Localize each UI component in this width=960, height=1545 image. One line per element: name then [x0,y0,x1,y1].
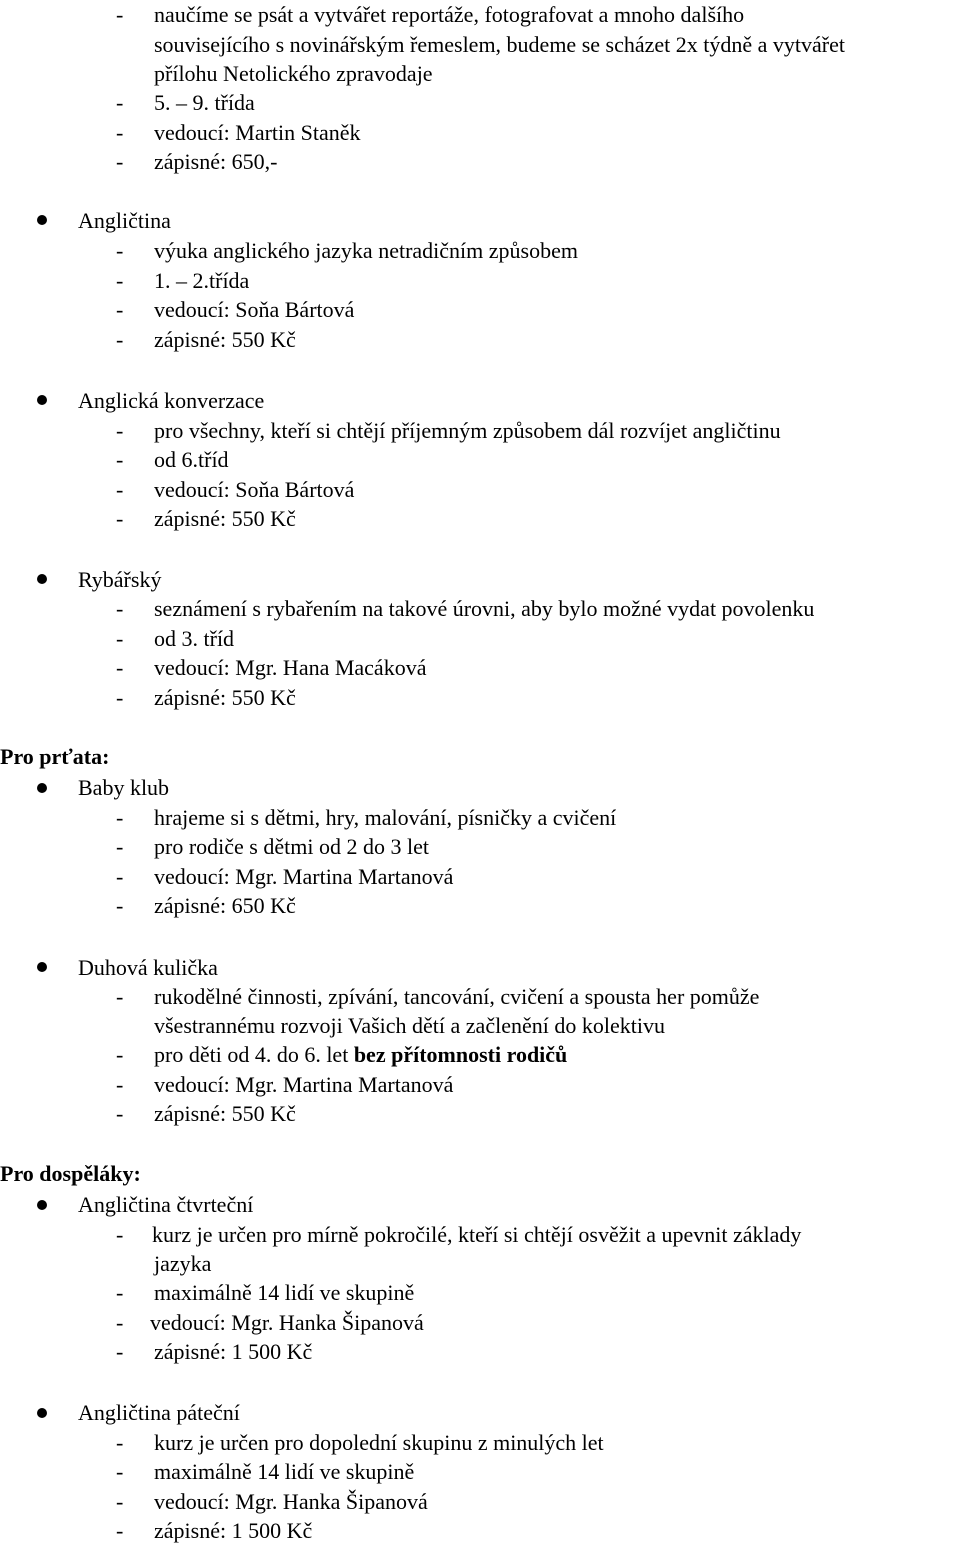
dash-marker: - [116,1072,124,1097]
club-title: Anglická konverzace [78,388,265,413]
club-item: seznámení s rybařením na takové úrovni, aby bylo možné vydat povolenku [154,596,815,621]
club-item: kurz je určen pro mírně pokročilé, kteří si chtějí osvěžit a upevnit základy [152,1222,802,1247]
dash-marker: - [116,90,124,115]
club-item: maximálně 14 lidí ve skupině [154,1459,415,1484]
intro-item: vedoucí: Martin Staněk [154,120,361,145]
club-item: zápisné: 650 Kč [154,893,296,918]
dash-marker: - [116,1339,124,1364]
club-item: 1. – 2.třída [154,268,250,293]
dash-marker: - [116,685,124,710]
club-item: rukodělné činnosti, zpívání, tancování, cvičení a spousta her pomůže [154,984,760,1009]
dash-marker: - [116,893,124,918]
bullet-icon [37,1200,47,1210]
dash-marker: - [116,327,124,352]
club-item: pro rodiče s dětmi od 2 do 3 let [154,834,429,859]
club-title: Rybářský [78,567,162,592]
dash-marker: - [116,1280,124,1305]
club-item-emphasis: bez přítomnosti rodičů [353,1042,568,1067]
club-title: Angličtina [78,208,171,233]
bullet-icon [37,783,47,793]
dash-marker: - [116,596,124,621]
dash-marker: - [116,805,124,830]
club-item: od 3. tříd [154,626,235,651]
dash-marker: - [116,1222,124,1247]
club-item: zápisné: 1 500 Kč [154,1339,313,1364]
dash-marker: - [116,864,124,889]
dash-marker: - [116,1430,124,1455]
dash-marker: - [116,120,124,145]
club-item: vedoucí: Soňa Bártová [154,297,355,322]
intro-item: 5. – 9. třída [154,90,255,115]
dash-marker: - [116,1518,124,1543]
club-title: Duhová kulička [78,955,218,980]
club-item-text: pro děti od 4. do 6. let [154,1042,354,1067]
intro-item: zápisné: 650,- [154,149,278,174]
section-heading-kids: Pro prťata: [0,744,110,769]
dash-marker: - [116,149,124,174]
bullet-icon [37,215,47,225]
club-item: zápisné: 550 Kč [154,327,296,352]
dash-marker: - [116,1459,124,1484]
club-title: Angličtina páteční [78,1400,240,1425]
dash-marker: - [116,2,124,27]
dash-marker: - [116,1042,124,1067]
dash-marker: - [116,1489,124,1514]
bullet-icon [37,962,47,972]
club-item: vedoucí: Mgr. Hanka Šipanová [154,1489,428,1514]
club-item: zápisné: 550 Kč [154,685,296,710]
club-item: vedoucí: Soňa Bártová [154,477,355,502]
club-item: pro všechny, kteří si chtějí příjemným způsobem dál rozvíjet angličtinu [154,418,781,443]
club-item: vedoucí: Mgr. Martina Martanová [154,864,454,889]
dash-marker: - [116,238,124,263]
bullet-icon [37,1408,47,1418]
club-item: zápisné: 550 Kč [154,506,296,531]
club-item: maximálně 14 lidí ve skupině [154,1280,415,1305]
bullet-icon [37,574,47,584]
intro-item: souvisejícího s novinářským řemeslem, budeme se scházet 2x týdně a vytvářet [154,32,845,57]
dash-marker: - [116,1310,124,1335]
club-item: vedoucí: Mgr. Hanka Šipanová [150,1310,424,1335]
bullet-icon [37,395,47,405]
club-item: vedoucí: Mgr. Martina Martanová [154,1072,454,1097]
dash-marker: - [116,984,124,1009]
intro-item: přílohu Netolického zpravodaje [154,61,433,86]
dash-marker: - [116,626,124,651]
club-item: vedoucí: Mgr. Hana Macáková [154,655,427,680]
dash-marker: - [116,268,124,293]
dash-marker: - [116,834,124,859]
dash-marker: - [116,447,124,472]
dash-marker: - [116,297,124,322]
club-item: výuka anglického jazyka netradičním způsobem [154,238,578,263]
dash-marker: - [116,1101,124,1126]
dash-marker: - [116,506,124,531]
club-item [154,1042,567,1068]
dash-marker: - [116,655,124,680]
dash-marker: - [116,418,124,443]
club-title: Baby klub [78,775,170,800]
club-item: zápisné: 550 Kč [154,1101,296,1126]
club-item: všestrannému rozvoji Vašich dětí a začlenění do kolektivu [154,1013,665,1038]
intro-item: naučíme se psát a vytvářet reportáže, fotografovat a mnoho dalšího [154,2,745,27]
club-item: hrajeme si s dětmi, hry, malování, písničky a cvičení [154,805,617,830]
club-item: jazyka [154,1251,212,1276]
dash-marker: - [116,477,124,502]
club-item: od 6.tříd [154,447,229,472]
club-item: kurz je určen pro dopolední skupinu z minulých let [154,1430,604,1455]
club-title: Angličtina čtvrteční [78,1192,254,1217]
club-item: zápisné: 1 500 Kč [154,1518,313,1543]
section-heading-adults: Pro dospěláky: [0,1161,141,1186]
